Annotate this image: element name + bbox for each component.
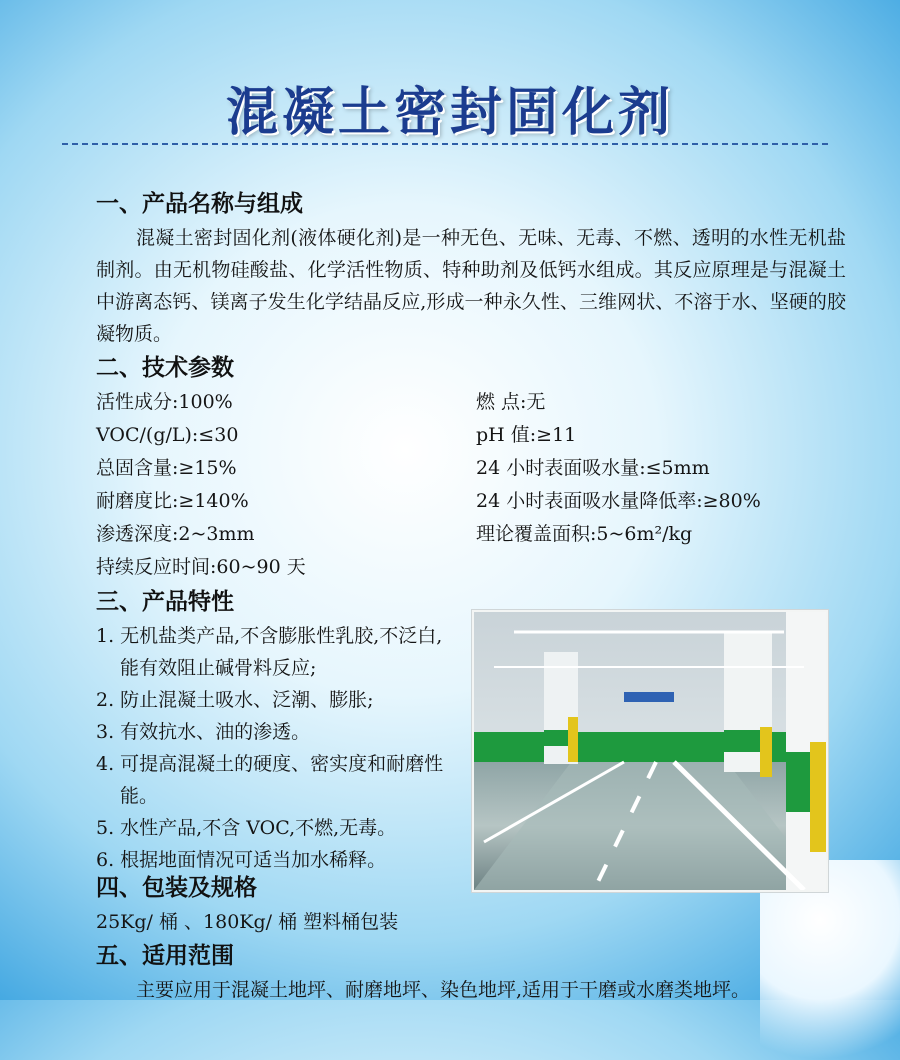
section-heading-features: 三、产品特性 — [96, 589, 234, 615]
param-item: 持续反应时间:60~90 天 — [96, 556, 306, 578]
feature-item: 2. 防止混凝土吸水、泛潮、膨胀; — [96, 689, 374, 711]
param-item: 燃 点:无 — [476, 391, 546, 413]
features-list — [96, 620, 456, 876]
packaging-text: 25Kg/ 桶 、180Kg/ 桶 塑料桶包装 — [96, 911, 399, 933]
composition-paragraph: 混凝土密封固化剂(液体硬化剂)是一种无色、无味、无毒、不燃、透明的水性无机盐制剂。由无机物硅酸盐、化学活性物质、特种助剂及低钙水组成。其反应原理是与混凝土中游离态钙、镁离子发生化学结晶反应,形成一种永久性、三维网状、不溶于水、坚硬的胶凝物质。 — [96, 227, 846, 345]
param-item: 24 小时表面吸水量:≤5mm — [476, 457, 710, 479]
document-body — [96, 186, 846, 1006]
section-heading-params: 二、技术参数 — [96, 355, 234, 381]
feature-item: 1. 无机盐类产品,不含膨胀性乳胶,不泛白,能有效阻止碱骨料反应; — [96, 625, 443, 679]
section-heading-packaging: 四、包装及规格 — [96, 875, 257, 901]
feature-item: 3. 有效抗水、油的渗透。 — [96, 721, 311, 743]
param-item: 耐磨度比:≥140% — [96, 490, 249, 512]
param-item: pH 值:≥11 — [476, 424, 577, 446]
params-grid — [96, 386, 846, 584]
param-item: 理论覆盖面积:5~6m²/kg — [476, 523, 693, 545]
param-item: 总固含量:≥15% — [96, 457, 237, 479]
section-heading-scope: 五、适用范围 — [96, 943, 234, 969]
feature-item: 5. 水性产品,不含 VOC,不燃,无毒。 — [96, 817, 397, 839]
features-section — [96, 584, 846, 870]
param-item: 24 小时表面吸水量降低率:≥80% — [476, 490, 761, 512]
title-divider — [62, 143, 828, 145]
feature-item: 4. 可提高混凝土的硬度、密实度和耐磨性能。 — [96, 753, 444, 807]
feature-item: 6. 根据地面情况可适当加水稀释。 — [96, 849, 387, 871]
param-item: VOC/(g/L):≤30 — [96, 424, 239, 446]
garage-floor-image — [474, 612, 826, 890]
section-heading-composition: 一、产品名称与组成 — [96, 191, 303, 217]
parking-garage-photo — [472, 610, 828, 892]
param-item: 活性成分:100% — [96, 391, 233, 413]
page-title: 混凝土密封固化剂 — [225, 83, 674, 143]
param-item: 渗透深度:2~3mm — [96, 523, 255, 545]
scope-text: 主要应用于混凝土地坪、耐磨地坪、染色地坪,适用于干磨或水磨类地坪。 — [136, 979, 751, 1001]
